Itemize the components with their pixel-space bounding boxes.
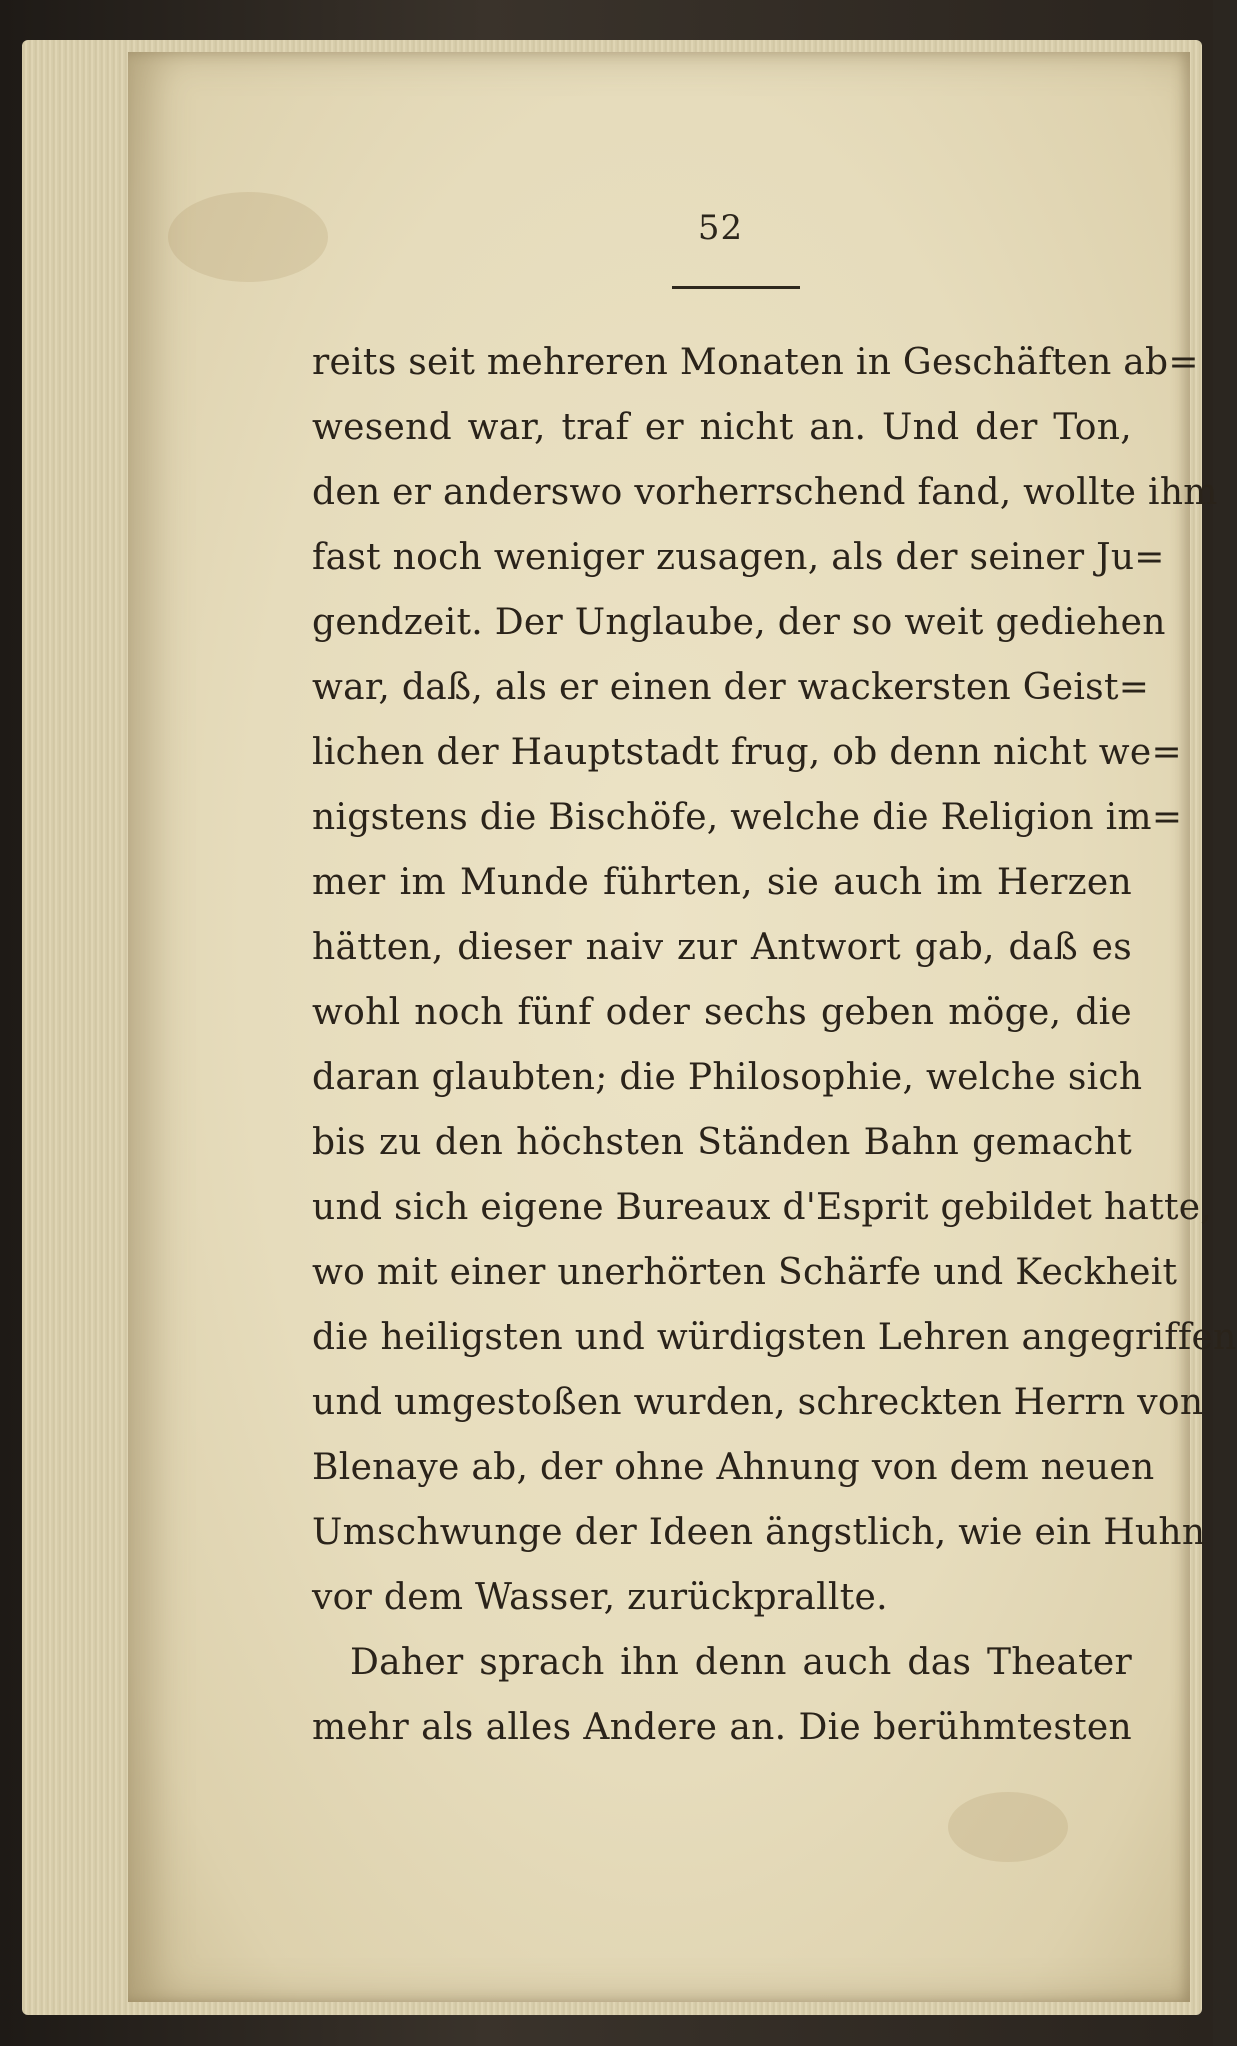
text-line: und sich eigene Bureaux d'Esprit gebildet hatte,: [312, 1187, 1213, 1228]
text-line: wo mit einer unerhörten Schärfe und Keckheit: [312, 1252, 1178, 1293]
text-line: war, daß, als er einen der wackersten Geist=: [312, 667, 1150, 708]
text-line: fast noch weniger zusagen, als der seiner Ju=: [312, 537, 1165, 578]
header-rule: [672, 286, 800, 289]
text-line: Umschwunge der Ideen ängstlich, wie ein Huhn: [312, 1512, 1206, 1553]
text-line: die heiligsten und würdigsten Lehren angegriffen: [312, 1317, 1237, 1358]
text-line: lichen der Hauptstadt frug, ob denn nicht we=: [312, 732, 1182, 773]
text-line: wesend war, traf er nicht an. Und der Ton,: [312, 407, 1132, 448]
text-line: gendzeit. Der Unglaube, der so weit gediehen: [312, 602, 1166, 643]
text-line: Blenaye ab, der ohne Ahnung von dem neuen: [312, 1447, 1155, 1488]
text-line: den er anderswo vorherrschend fand, wollte ihm: [312, 472, 1218, 513]
text-line: reits seit mehreren Monaten in Geschäften ab=: [312, 342, 1199, 383]
text-line: wohl noch fünf oder sechs geben möge, die: [312, 992, 1132, 1033]
text-line: und umgestoßen wurden, schreckten Herrn von: [312, 1382, 1204, 1423]
text-line: vor dem Wasser, zurückprallte.: [312, 1577, 888, 1618]
text-line: daran glaubten; die Philosophie, welche sich: [312, 1057, 1143, 1098]
text-line: hätten, dieser naiv zur Antwort gab, daß es: [312, 927, 1132, 968]
body-text: [312, 330, 1237, 1760]
text-line: nigstens die Bischöfe, welche die Religion im=: [312, 797, 1183, 838]
text-line: bis zu den höchsten Ständen Bahn gemacht: [312, 1122, 1132, 1163]
text-line: mer im Munde führten, sie auch im Herzen: [312, 862, 1132, 903]
text-line: Daher sprach ihn denn auch das Theater: [350, 1642, 1132, 1683]
paper-stain: [948, 1792, 1068, 1862]
text-line: mehr als alles Andere an. Die berühmtesten: [312, 1707, 1132, 1748]
page-number: 52: [697, 208, 744, 248]
